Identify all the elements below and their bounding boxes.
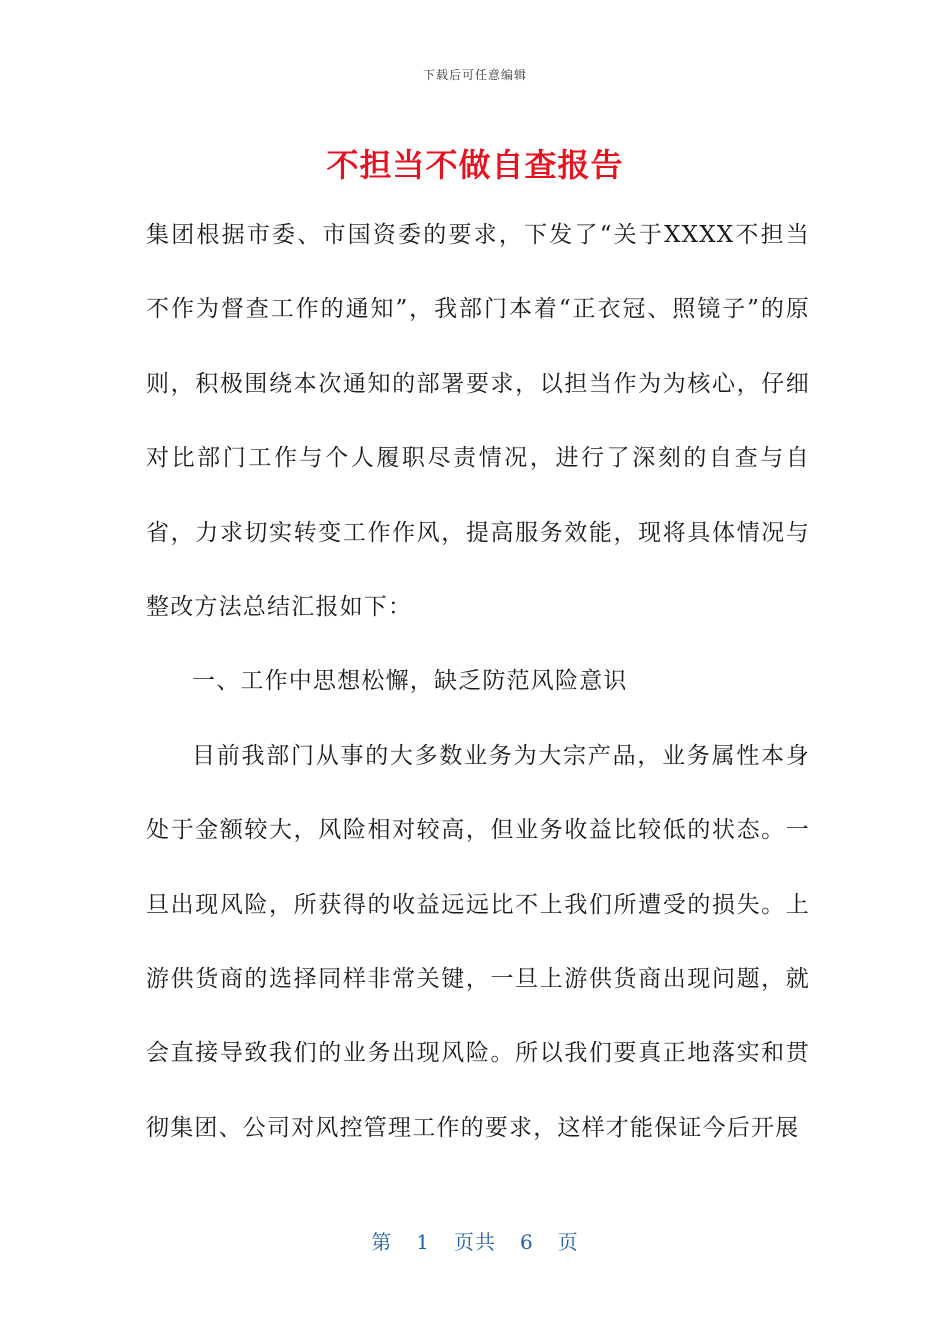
intro-paragraph: 集团根据市委、市国资委的要求，下发了“关于XXXX不担当不作为督查工作的通知”，我部门本着“正衣冠、照镜子”的原则，积极围绕本次通知的部署要求，以担当作为为核心，仔细对比部门工作与个人履职尽责情况，进行了深刻的自查与自省，力求切实转变工作作风，提高服务效能，现将具体情况与整改方法总结汇报如下： [146, 222, 810, 621]
page-current: 1 [416, 1230, 430, 1254]
document-title: 不担当不做自查报告 [326, 146, 624, 184]
page-total: 6 [520, 1230, 534, 1254]
body-paragraph: 目前我部门从事的大多数业务为大宗产品，业务属性本身处于金额较大，风险相对较高，但业务收益比较低的状态。一旦出现风险，所获得的收益远远比不上我们所遭受的损失。上游供货商的选择同样非常关键，一旦上游供货商出现问题，就会直接导致我们的业务出现风险。所以我们要真正地落实和贯彻集团、公司对风控管理工作的要求，这样才能保证今后开展 [146, 742, 810, 1141]
page-prefix: 第 [371, 1230, 393, 1254]
page-footer [0, 1226, 950, 1255]
document-body [146, 198, 810, 1165]
section-heading: 一、工作中思想松懈，缺乏防范风险意识 [192, 668, 628, 695]
page-middle: 页共 [454, 1230, 496, 1254]
header-note: 下载后可任意编辑 [422, 68, 527, 82]
page-suffix: 页 [557, 1230, 579, 1254]
